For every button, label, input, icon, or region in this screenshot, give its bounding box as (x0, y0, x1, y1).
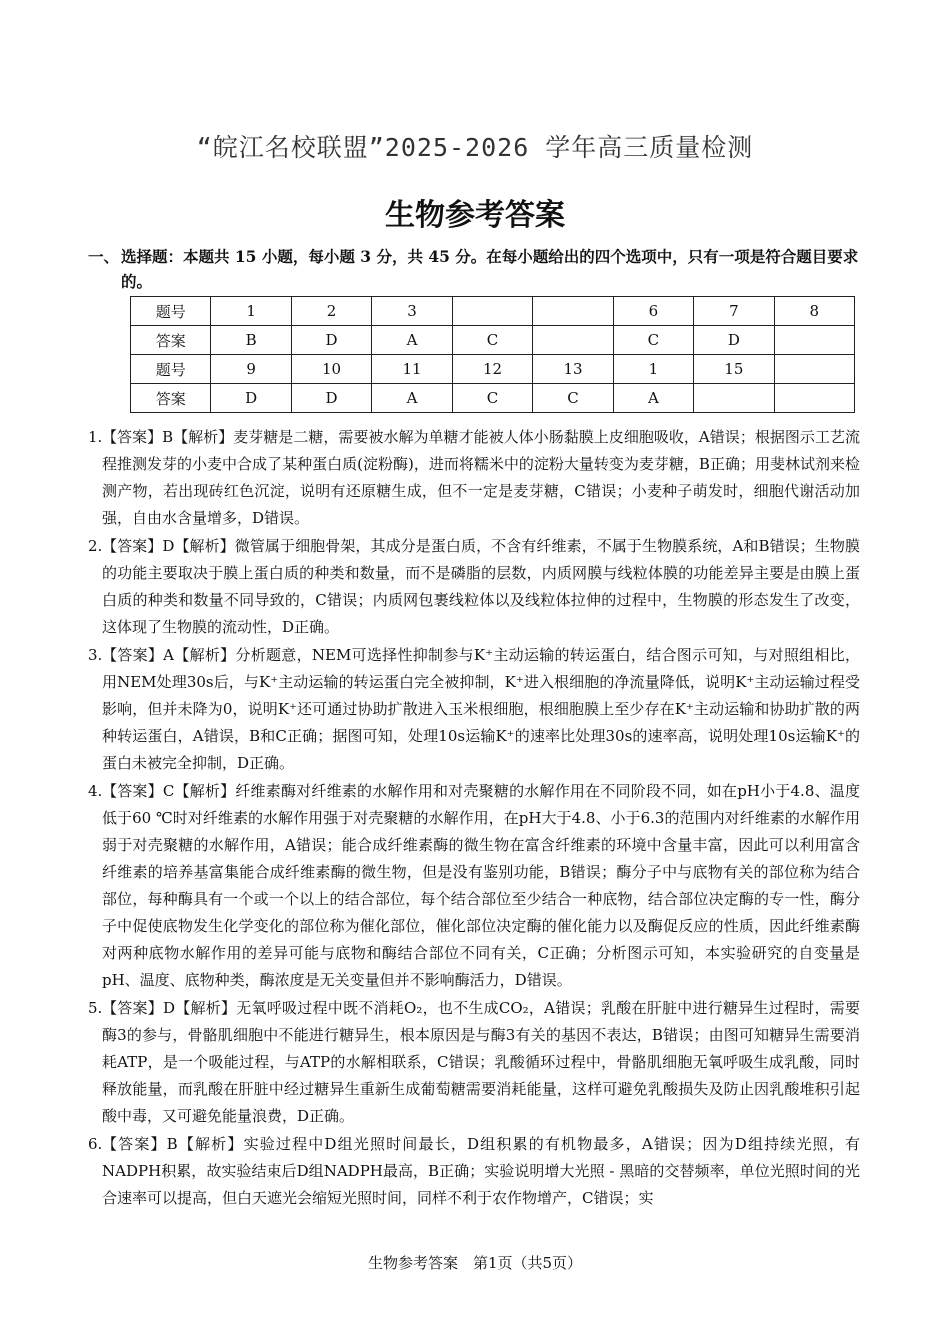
table-cell: 2 (291, 297, 371, 326)
analysis-text: 【答案】B【解析】麦芽糖是二糖，需要被水解为单糖才能被人体小肠黏膜上皮细胞吸收，A错误；根据图示工艺流程推测发芽的小麦中合成了某种蛋白质(淀粉酶)，进而将糯米中的淀粉大量转变为麦芽糖，B正确；用斐林试剂来检测产物，若出现砖红色沉淀，说明有还原糖生成，但不一定是麦芽糖，C错误；小麦种子萌发时，细胞代谢活动加强，自由水含量增多，D错误。 (102, 428, 860, 527)
table-cell: C (452, 384, 532, 413)
document-title: 生物参考答案 (385, 198, 565, 233)
table-cell: B (211, 326, 291, 355)
list-item (88, 1131, 860, 1212)
question-number: 1. (88, 428, 103, 446)
question-number: 3. (88, 646, 103, 664)
table-cell: 答案 (131, 326, 211, 355)
table-cell: C (452, 326, 532, 355)
analysis-text: 【答案】B【解析】实验过程中D组光照时间最长，D组积累的有机物最多，A错误；因为D组持续光照，有NADPH积累，故实验结束后D组NADPH最高，B正确；实验说明增大光照 - 黑暗的交替频率，单位光照时间的光合速率可以提高，但白天遮光会缩短光照时间，同样不利于农作物增产，C错误；实 (102, 1135, 860, 1207)
table-cell: 题号 (131, 297, 211, 326)
answer-table (130, 296, 855, 413)
question-number: 2. (88, 537, 103, 555)
table-cell: A (372, 384, 452, 413)
table-cell: C (533, 384, 613, 413)
table-cell: 9 (211, 355, 291, 384)
table-cell (694, 384, 774, 413)
table-cell (533, 326, 613, 355)
list-item (88, 533, 860, 641)
table-cell: 13 (533, 355, 613, 384)
table-cell: D (291, 384, 371, 413)
section-number: 一、 (88, 247, 120, 266)
table-cell: 题号 (131, 355, 211, 384)
table-cell (452, 297, 532, 326)
analysis-text: 【答案】D【解析】微管属于细胞骨架，其成分是蛋白质，不含有纤维素，不属于生物膜系统，A和B错误；生物膜的功能主要取决于膜上蛋白质的种类和数量，而不是磷脂的层数，内质网膜与线粒体膜的功能差异主要是由膜上蛋白质的种类和数量不同导致的，C错误；内质网包裹线粒体以及线粒体拉伸的过程中，生物膜的形态发生了改变，这体现了生物膜的流动性，D正确。 (102, 537, 860, 636)
table-cell (774, 355, 854, 384)
section-text: 选择题：本题共 15 小题，每小题 3 分，共 45 分。在每小题给出的四个选项中，只有一项是符合题目要求的。 (121, 247, 859, 291)
table-row (131, 326, 855, 355)
analysis-text: 【答案】D【解析】无氧呼吸过程中既不消耗O₂，也不生成CO₂，A错误；乳酸在肝脏中进行糖异生过程时，需要酶3的参与，骨骼肌细胞中不能进行糖异生，根本原因是与酶3有关的基因不表达，B错误；由图可知糖异生需要消耗ATP，是一个吸能过程，与ATP的水解相联系，C错误；乳酸循环过程中，骨骼肌细胞无氧呼吸生成乳酸，同时释放能量，而乳酸在肝脏中经过糖异生重新生成葡萄糖需要消耗能量，这样可避免乳酸损失及防止因乳酸堆积引起酸中毒，又可避免能量浪费，D正确。 (102, 999, 860, 1125)
analysis-text: 【答案】C【解析】纤维素酶对纤维素的水解作用和对壳聚糖的水解作用在不同阶段不同，如在pH小于4.8、温度低于60 ℃时对纤维素的水解作用强于对壳聚糖的水解作用，在pH大于4.8、小于6.3的范围内对纤维素的水解作用弱于对壳聚糖的水解作用，A错误；能合成纤维素酶的微生物在富含纤维素的环境中含量丰富，因此可以利用富含纤维素的培养基富集能合成纤维素酶的微生物，但是没有鉴别功能，B错误；酶分子中与底物有关的部位称为结合部位，每种酶具有一个或一个以上的结合部位，每个结合部位至少结合一种底物，结合部位决定酶的专一性，酶分子中促使底物发生化学变化的部位称为催化部位，催化部位决定酶的催化能力以及酶促反应的性质，因此纤维素酶对两种底物水解作用的差异可能与底物和酶结合部位不同有关，C正确；分析图示可知，本实验研究的自变量是pH、温度、底物种类，酶浓度是无关变量但并不影响酶活力，D错误。 (102, 782, 860, 989)
table-cell: D (291, 326, 371, 355)
list-item (88, 995, 860, 1130)
list-item (88, 642, 860, 777)
table-cell: 10 (291, 355, 371, 384)
table-cell: 12 (452, 355, 532, 384)
question-number: 5. (88, 999, 103, 1017)
analysis-list (88, 424, 860, 1213)
table-row (131, 384, 855, 413)
table-cell: A (613, 384, 693, 413)
table-cell: 15 (694, 355, 774, 384)
page-footer: 生物参考答案 第1页（共5页） (367, 1254, 583, 1272)
table-cell: 11 (372, 355, 452, 384)
list-item (88, 424, 860, 532)
table-cell: D (694, 326, 774, 355)
table-cell: C (613, 326, 693, 355)
table-cell (533, 297, 613, 326)
table-row (131, 355, 855, 384)
table-cell (774, 326, 854, 355)
table-cell: 7 (694, 297, 774, 326)
question-number: 4. (88, 782, 103, 800)
table-row (131, 297, 855, 326)
table-cell (774, 384, 854, 413)
question-number: 6. (88, 1135, 103, 1153)
table-cell: 答案 (131, 384, 211, 413)
table-cell: D (211, 384, 291, 413)
table-cell: 3 (372, 297, 452, 326)
table-cell: A (372, 326, 452, 355)
table-cell: 8 (774, 297, 854, 326)
table-cell: 1 (211, 297, 291, 326)
analysis-text: 【答案】A【解析】分析题意，NEM可选择性抑制参与K⁺主动运输的转运蛋白，结合图示可知，与对照组相比，用NEM处理30s后，与K⁺主动运输的转运蛋白完全被抑制，K⁺进入根细胞的净流量降低，说明K⁺主动运输过程受影响，但并未降为0，说明K⁺还可通过协助扩散进入玉米根细胞，根细胞膜上至少存在K⁺主动运输和协助扩散的两种转运蛋白，A错误，B和C正确；据图可知，处理10s运输K⁺的速率比处理30s的速率高，说明处理10s运输K⁺的蛋白未被完全抑制，D正确。 (102, 646, 860, 772)
page-header: “皖江名校联盟”2025-2026 学年高三质量检测 (196, 133, 754, 162)
section-heading (88, 244, 878, 294)
list-item (88, 778, 860, 994)
table-cell: 1 (613, 355, 693, 384)
table-cell: 6 (613, 297, 693, 326)
